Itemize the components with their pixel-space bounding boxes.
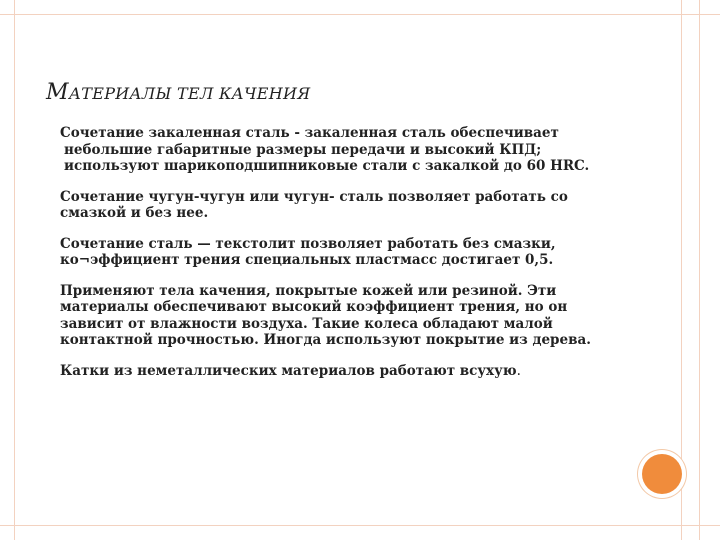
frame-line-right-inner <box>699 0 700 540</box>
paragraph-nonmetal-rollers <box>60 363 620 380</box>
title-rest: АТЕРИАЛЫ ТЕЛ КАЧЕНИЯ <box>68 84 311 103</box>
paragraph-leather-rubber: Применяют тела качения, покрытые кожей или резиной. Эти материалы обеспечивают высокий коэффициент трения, но он зависит от влажности воздуха. Такие колеса обладают малой контактной прочностью. Иногда используют покрытие из дерева. <box>60 282 591 348</box>
frame-line-top <box>0 14 720 15</box>
paragraph-nonmetal-main: Катки из неметаллических материалов работают всухую <box>60 362 517 379</box>
slide-body <box>60 125 620 393</box>
frame-line-left <box>14 0 15 540</box>
slide-title <box>46 80 310 105</box>
paragraph-cast-iron: Сочетание чугун-чугун или чугун- сталь позволяет работать со смазкой и без нее. <box>60 188 568 221</box>
frame-line-right-outer <box>681 0 682 540</box>
frame-line-bottom <box>0 525 720 526</box>
title-first-letter: М <box>46 80 69 105</box>
paragraph-nonmetal-tail: . <box>516 362 521 379</box>
paragraph-textolite: Сочетание сталь — текстолит позволяет работать без смазки, ко¬эффициент трения специальных пластмасс достигает 0,5. <box>60 235 556 268</box>
paragraph-hardened-steel: Сочетание закаленная сталь - закаленная сталь обеспечивает небольшие габаритные размеры передачи и высокий КПД; используют шарикоподшипниковые стали с закалкой до 60 HRC. <box>60 125 590 174</box>
decorative-orange-circle <box>642 454 682 494</box>
